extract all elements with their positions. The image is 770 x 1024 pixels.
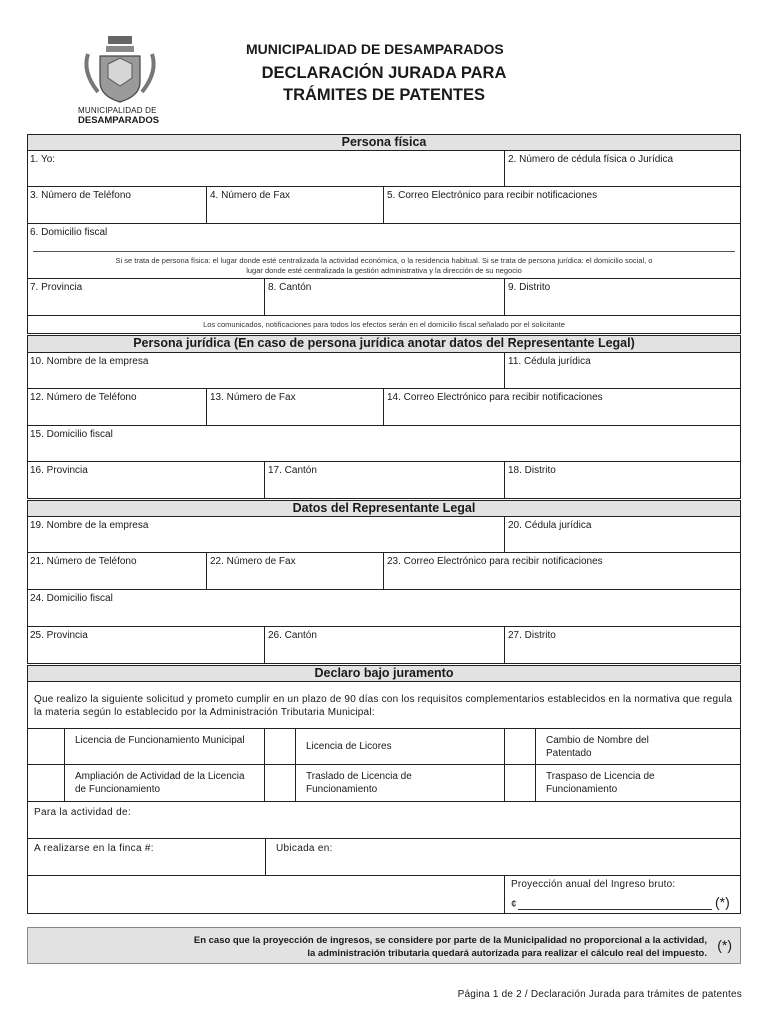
persona-juridica-heading: Persona jurídica (En caso de persona jurídica anotar datos del Representante Legal)	[27, 335, 741, 353]
field-finca[interactable]	[27, 838, 266, 876]
domicilio-note-line2: lugar donde esté centralizada la gestión administrativa y la dirección de su negocio	[246, 266, 522, 275]
option-cambio-nombre	[535, 728, 741, 765]
field-15-domicilio[interactable]	[27, 425, 741, 462]
field-5-correo[interactable]	[383, 186, 741, 224]
field-8-canton[interactable]	[264, 278, 505, 316]
notifications-note-row	[27, 315, 741, 334]
footnote-line1: En caso que la proyección de ingresos, se considere por parte de la Municipalidad no proporcional a la actividad,	[193, 935, 707, 946]
option-licencia-funcionamiento	[64, 728, 265, 765]
field-8-label: 8. Cantón	[268, 282, 312, 293]
option-traslado	[295, 764, 505, 802]
declaro-statement-box	[27, 681, 741, 729]
ubicada-label: Ubicada en:	[276, 843, 333, 854]
field-12-label: 12. Número de Teléfono	[30, 392, 137, 403]
field-17-canton[interactable]	[264, 461, 505, 499]
field-22-fax[interactable]	[206, 552, 384, 590]
actividad-label: Para la actividad de:	[34, 807, 131, 818]
field-27-distrito[interactable]	[504, 626, 741, 664]
option-6-label: Traspaso de Licencia de Funcionamiento	[546, 771, 655, 795]
field-24-domicilio[interactable]	[27, 589, 741, 627]
checkbox-cambio-nombre[interactable]	[504, 728, 536, 765]
field-23-label: 23. Correo Electrónico para recibir notificaciones	[387, 556, 603, 567]
field-13-label: 13. Número de Fax	[210, 392, 296, 403]
field-11-label: 11. Cédula jurídica	[508, 356, 591, 367]
field-4-fax[interactable]	[206, 186, 384, 224]
checkbox-traspaso[interactable]	[504, 764, 536, 802]
proyeccion-left-blank	[27, 875, 505, 914]
field-actividad[interactable]	[27, 801, 741, 839]
field-20-label: 20. Cédula jurídica	[508, 520, 592, 531]
logo-text-line1: MUNICIPALIDAD DE	[78, 106, 157, 115]
field-11-cedula-juridica[interactable]	[504, 352, 741, 389]
field-9-distrito[interactable]	[504, 278, 741, 316]
field-3-label: 3. Número de Teléfono	[30, 190, 131, 201]
field-10-empresa[interactable]	[27, 352, 505, 389]
checkbox-licencia-licores[interactable]	[264, 728, 296, 765]
field-2-label: 2. Número de cédula física o Jurídica	[508, 154, 674, 165]
representante-heading: Datos del Representante Legal	[27, 500, 741, 517]
field-proyeccion[interactable]	[504, 875, 741, 914]
option-5-label: Traslado de Licencia de Funcionamiento	[306, 771, 412, 795]
field-25-label: 25. Provincia	[30, 630, 88, 641]
form-title-line2: TRÁMITES DE PATENTES	[283, 86, 485, 104]
field-20-cedula-juridica[interactable]	[504, 516, 741, 553]
field-3-telefono[interactable]	[27, 186, 207, 224]
field-13-fax[interactable]	[206, 388, 384, 426]
field-26-canton[interactable]	[264, 626, 505, 664]
checkbox-licencia-funcionamiento[interactable]	[27, 728, 65, 765]
domicilio-note-line1: Si se trata de persona física: el lugar donde esté centralizada la actividad económica, o la residencia habitual. Si se trata de persona jurídica: el domicilio social, o	[115, 256, 653, 265]
persona-fisica-heading: Persona física	[27, 134, 741, 151]
declaro-statement: Que realizo la siguiente solicitud y prometo cumplir en un plazo de 90 días con los requisitos complementarios establecidos en la normativa que regula la materia según lo establecido por la Administración Tributaria Municipal:	[34, 694, 733, 718]
field-6-label: 6. Domicilio fiscal	[30, 227, 108, 238]
field-4-label: 4. Número de Fax	[210, 190, 291, 201]
field-26-label: 26. Cantón	[268, 630, 317, 641]
option-licencia-licores	[295, 728, 505, 765]
municipal-logo	[78, 34, 163, 126]
footnote-line2: la administración tributaria quedará autorizada para realizar el cálculo real del impuesto.	[307, 948, 707, 959]
proyeccion-label: Proyección anual del Ingreso bruto:	[511, 879, 676, 890]
field-18-label: 18. Distrito	[508, 465, 556, 476]
option-3-label: Cambio de Nombre del Patentado	[546, 735, 649, 759]
field-6-underline	[33, 251, 735, 252]
field-23-correo[interactable]	[383, 552, 741, 590]
field-14-label: 14. Correo Electrónico para recibir notificaciones	[387, 392, 603, 403]
option-1-label: Licencia de Funcionamiento Municipal	[75, 735, 245, 746]
checkbox-ampliacion[interactable]	[27, 764, 65, 802]
option-4-label: Ampliación de Actividad de la Licencia de Funcionamiento	[75, 771, 245, 795]
field-16-provincia[interactable]	[27, 461, 265, 499]
option-traspaso	[535, 764, 741, 802]
field-1-label: 1. Yo:	[30, 154, 56, 165]
field-15-label: 15. Domicilio fiscal	[30, 429, 113, 440]
declaro-heading: Declaro bajo juramento	[27, 665, 741, 682]
coat-of-arms-icon	[78, 34, 163, 106]
org-name: MUNICIPALIDAD DE DESAMPARADOS	[246, 41, 504, 57]
field-21-label: 21. Número de Teléfono	[30, 556, 137, 567]
field-10-label: 10. Nombre de la empresa	[30, 356, 149, 367]
field-12-telefono[interactable]	[27, 388, 207, 426]
colon-symbol: ¢	[511, 899, 517, 910]
field-19-empresa[interactable]	[27, 516, 505, 553]
field-7-provincia[interactable]	[27, 278, 265, 316]
field-1-yo[interactable]	[27, 150, 505, 187]
option-2-label: Licencia de Licores	[306, 741, 392, 752]
field-7-label: 7. Provincia	[30, 282, 83, 293]
field-5-label: 5. Correo Electrónico para recibir notificaciones	[387, 190, 598, 201]
field-18-distrito[interactable]	[504, 461, 741, 499]
field-6-domicilio[interactable]	[27, 223, 741, 279]
footnote-box	[27, 927, 741, 964]
finca-label: A realizarse en la finca #:	[34, 843, 154, 854]
field-9-label: 9. Distrito	[508, 282, 551, 293]
proyeccion-underline	[518, 909, 712, 910]
field-19-label: 19. Nombre de la empresa	[30, 520, 149, 531]
field-14-correo[interactable]	[383, 388, 741, 426]
checkbox-traslado[interactable]	[264, 764, 296, 802]
field-16-label: 16. Provincia	[30, 465, 88, 476]
field-22-label: 22. Número de Fax	[210, 556, 296, 567]
field-21-telefono[interactable]	[27, 552, 207, 590]
footnote-asterisk: (*)	[717, 937, 732, 953]
proyeccion-asterisk: (*)	[715, 894, 730, 910]
logo-text-line2: DESAMPARADOS	[78, 115, 160, 126]
field-24-label: 24. Domicilio fiscal	[30, 593, 113, 604]
field-17-label: 17. Cantón	[268, 465, 317, 476]
option-ampliacion	[64, 764, 265, 802]
field-2-cedula[interactable]	[504, 150, 741, 187]
field-25-provincia[interactable]	[27, 626, 265, 664]
page-footer: Página 1 de 2 / Declaración Jurada para trámites de patentes	[457, 989, 742, 1000]
form-title-line1: DECLARACIÓN JURADA PARA	[261, 64, 507, 82]
field-27-label: 27. Distrito	[508, 630, 556, 641]
field-ubicada[interactable]	[265, 838, 741, 876]
notifications-note: Los comunicados, notificaciones para todos los efectos serán en el domicilio fiscal señalado por el solicitante	[203, 320, 565, 329]
